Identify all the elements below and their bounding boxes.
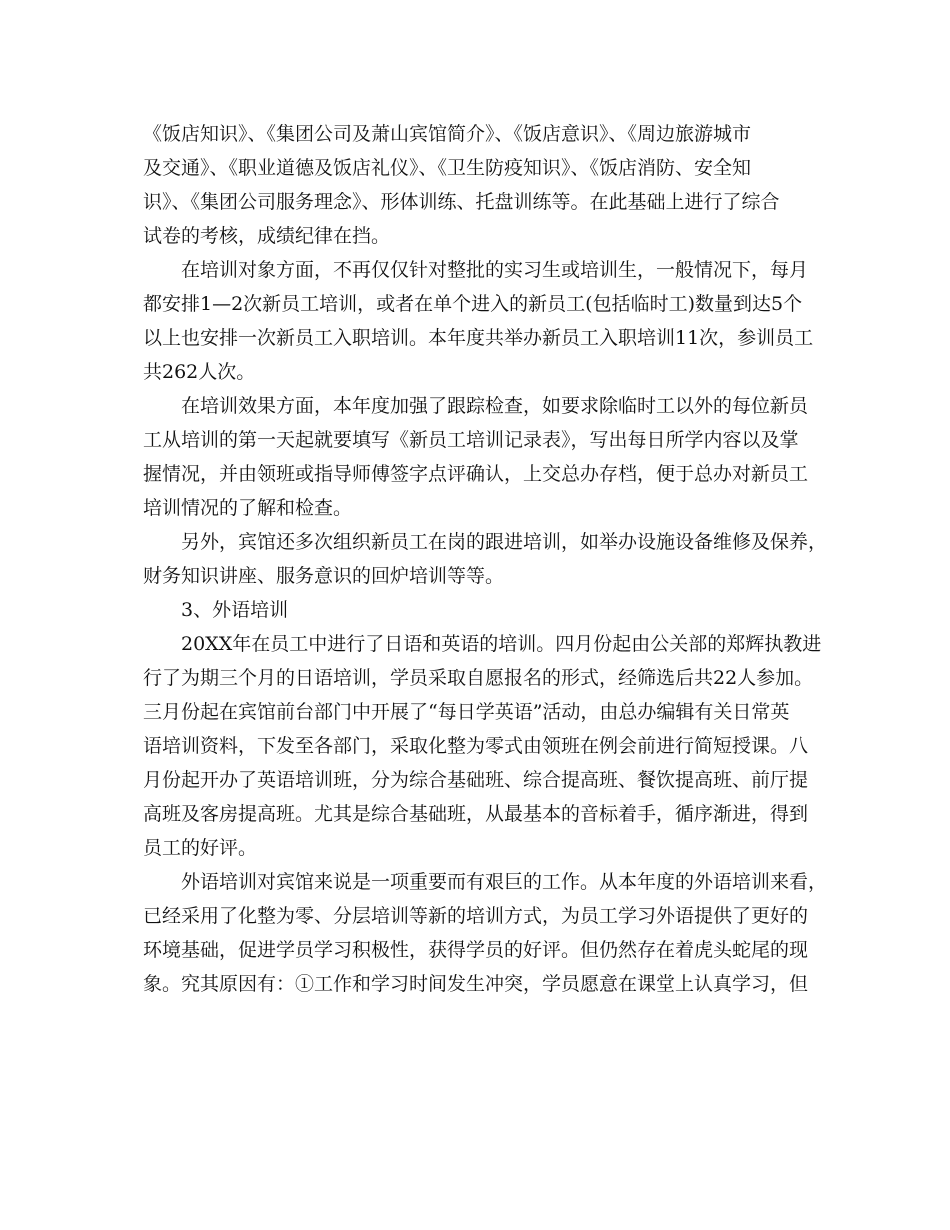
paragraph-first-line: 在培训对象方面，不再仅仅针对整批的实习生或培训生，一般情况下，每月 [181, 259, 809, 281]
text-line: 识》、《集团公司服务理念》、形体训练、托盘训练等。在此基础上进行了综合 [143, 191, 780, 213]
text-line: 试卷的考核，成绩纪律在挡。 [143, 225, 391, 247]
text-line: 语培训资料，下发至各部门，采取化整为零式由领班在例会前进行简短授课。八 [143, 735, 809, 757]
text-line: 月份起开办了英语培训班，分为综合基础班、综合提高班、餐饮提高班、前厅提 [143, 769, 809, 791]
text-line: 握情况，并由领班或指导师傅签字点评确认，上交总办存档，便于总办对新员工 [143, 463, 809, 485]
paragraph-first-line: 在培训效果方面，本年度加强了跟踪检查，如要求除临时工以外的每位新员 [181, 395, 809, 417]
document-body [143, 117, 828, 1001]
text-line: 三月份起在宾馆前台部门中开展了“每日学英语”活动，由总办编辑有关日常英 [143, 701, 790, 723]
paragraph-first-line: 外语培训对宾馆来说是一项重要而有艰巨的工作。从本年度的外语培训来看， [181, 871, 828, 893]
text-line: 以上也安排一次新员工入职培训。本年度共举办新员工入职培训11次，参训员工 [143, 327, 814, 349]
section-heading: 3、外语培训 [181, 599, 289, 621]
text-line: 已经采用了化整为零、分层培训等新的培训方式，为员工学习外语提供了更好的 [143, 905, 809, 927]
text-line: 员工的好评。 [143, 837, 258, 859]
text-line: 工从培训的第一天起就要填写《新员工培训记录表》，写出每日所学内容以及掌 [143, 429, 799, 451]
text-line: 《饭店知识》、《集团公司及萧山宾馆简介》、《饭店意识》、《周边旅游城市 [143, 123, 752, 145]
text-line: 行了为期三个月的日语培训，学员采取自愿报名的形式，经筛选后共22人参加。 [143, 667, 814, 689]
text-line: 培训情况的了解和检查。 [143, 497, 353, 519]
text-line: 环境基础，促进学员学习积极性，获得学员的好评。但仍然存在着虎头蛇尾的现 [143, 939, 809, 961]
text-line: 共262人次。 [143, 361, 256, 383]
text-line: 及交通》、《职业道德及饭店礼仪》、《卫生防疫知识》、《饭店消防、安全知 [143, 157, 752, 179]
text-line: 都安排1—2次新员工培训，或者在单个进入的新员工(包括临时工)数量到达5个 [143, 293, 803, 315]
text-line: 财务知识讲座、服务意识的回炉培训等等。 [143, 565, 505, 587]
paragraph-first-line: 另外，宾馆还多次组织新员工在岗的跟进培训，如举办设施设备维修及保养， [181, 531, 828, 553]
text-line: 高班及客房提高班。尤其是综合基础班，从最基本的音标着手，循序渐进，得到 [143, 803, 809, 825]
paragraph-first-line: 20XX年在员工中进行了日语和英语的培训。四月份起由公关部的郑辉执教进 [181, 633, 822, 655]
text-line: 象。究其原因有：①工作和学习时间发生冲突，学员愿意在课堂上认真学习，但 [143, 973, 809, 995]
